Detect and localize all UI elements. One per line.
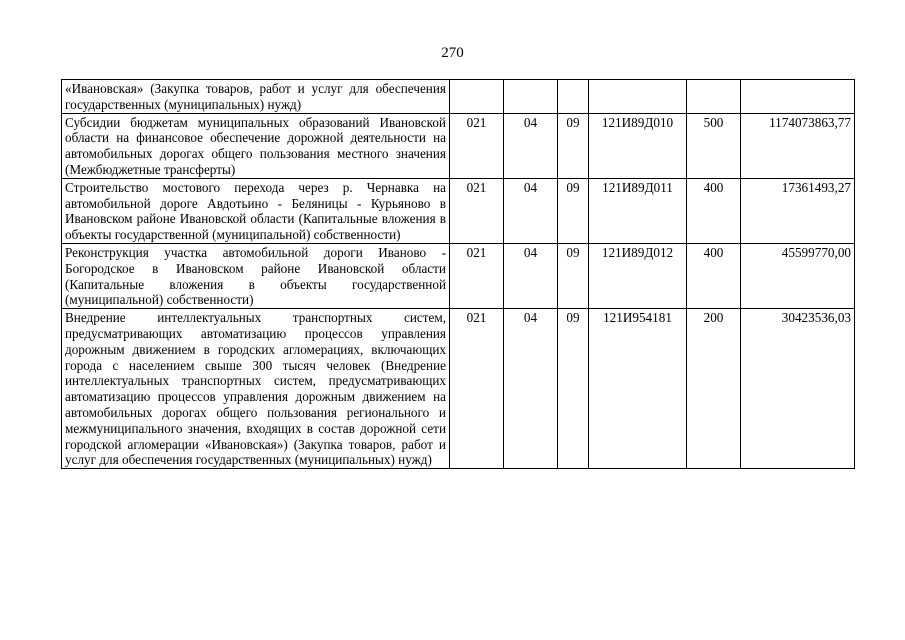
amount-value: 30423536,03: [741, 309, 855, 469]
table-row: [62, 80, 855, 114]
row-description: Реконструкция участка автомобильной дороги Иваново - Богородское в Ивановском районе Ивановской области (Капитальные вложения в объекты государственной (муниципальной) собственности): [62, 243, 450, 308]
expense-type-code: 400: [687, 243, 741, 308]
section-code: [504, 80, 558, 114]
expense-type-code: 400: [687, 178, 741, 243]
amount-value: [741, 80, 855, 114]
ministry-code: 021: [450, 113, 504, 178]
subsection-code: 09: [558, 243, 589, 308]
expense-type-code: [687, 80, 741, 114]
expense-type-code: 500: [687, 113, 741, 178]
table-row: [62, 178, 855, 243]
row-description: «Ивановская» (Закупка товаров, работ и услуг для обеспечения государственных (муниципальных) нужд): [62, 80, 450, 114]
section-code: 04: [504, 309, 558, 469]
page-number: 270: [441, 45, 464, 61]
subsection-code: 09: [558, 113, 589, 178]
section-code: 04: [504, 243, 558, 308]
amount-value: 17361493,27: [741, 178, 855, 243]
row-description: Субсидии бюджетам муниципальных образований Ивановской области на финансовое обеспечение дорожной деятельности на автомобильных дорогах общего пользования местного значения (Межбюджетные трансферты): [62, 113, 450, 178]
row-description: Строительство мостового перехода через р. Чернавка на автомобильной дороге Авдотьино - Беляницы - Курьяново в Ивановском районе Ивановской области (Капитальные вложения в объекты государственной (муниципальной) собственности): [62, 178, 450, 243]
target-article-code: 121И89Д010: [589, 113, 687, 178]
ministry-code: 021: [450, 178, 504, 243]
ministry-code: [450, 80, 504, 114]
budget-table: [61, 79, 855, 469]
subsection-code: [558, 80, 589, 114]
ministry-code: 021: [450, 309, 504, 469]
target-article-code: 121И89Д011: [589, 178, 687, 243]
table-row: [62, 113, 855, 178]
target-article-code: 121И954181: [589, 309, 687, 469]
target-article-code: 121И89Д012: [589, 243, 687, 308]
table-row: [62, 243, 855, 308]
expense-type-code: 200: [687, 309, 741, 469]
ministry-code: 021: [450, 243, 504, 308]
target-article-code: [589, 80, 687, 114]
table-row: [62, 309, 855, 469]
subsection-code: 09: [558, 309, 589, 469]
amount-value: 1174073863,77: [741, 113, 855, 178]
row-description: Внедрение интеллектуальных транспортных систем, предусматривающих автоматизацию процессов управления дорожным движением в городских агломерациях, включающих города с населением свыше 300 тысяч человек (Внедрение интеллектуальных транспортных систем, предусматривающих автоматизацию процессов управления дорожным движением на автомобильных дорогах общего пользования регионального и межмуниципального значения, входящих в состав дорожной сети городской агломерации «Ивановская») (Закупка товаров, работ и услуг для обеспечения государственных (муниципальных) нужд): [62, 309, 450, 469]
section-code: 04: [504, 178, 558, 243]
subsection-code: 09: [558, 178, 589, 243]
amount-value: 45599770,00: [741, 243, 855, 308]
section-code: 04: [504, 113, 558, 178]
